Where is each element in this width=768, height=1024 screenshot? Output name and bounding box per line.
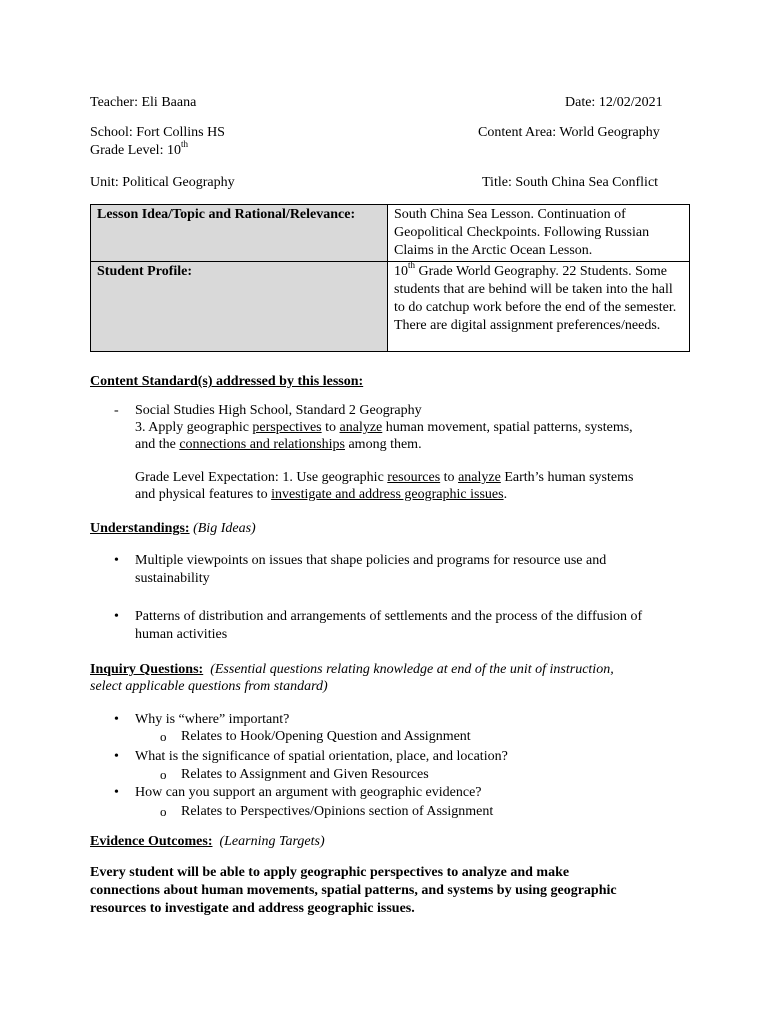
student-profile-label: Student Profile: — [91, 262, 388, 352]
content-area-line: Content Area: World Geography — [478, 125, 660, 140]
teacher-line: Teacher: Eli Baana — [90, 95, 197, 110]
grade-level-sup: th — [180, 139, 188, 150]
student-profile-value — [388, 262, 690, 352]
profile-text: Grade World Geography. 22 Students. Some students that are behind will be taken into the hall to do catchup work before the end of the semester. There are digital assignment preferences/needs. — [394, 264, 677, 333]
evidence-line-2: connections about human movements, spatial patterns, and systems by using geographic — [90, 883, 617, 898]
standard-dash: - — [114, 403, 119, 418]
inquiry-item-2: What is the significance of spatial orientation, place, and location? — [135, 749, 508, 764]
bullet-icon: • — [114, 749, 119, 764]
inquiry-heading-line — [90, 661, 614, 678]
lesson-title-line: Title: South China Sea Conflict — [482, 175, 659, 190]
underlined-term: analyze — [339, 420, 383, 435]
rationale-label: Lesson Idea/Topic and Rational/Relevance: — [91, 205, 388, 262]
standard-title: Social Studies High School, Standard 2 Geography — [135, 403, 422, 418]
lesson-info-table — [90, 204, 690, 352]
inquiry-heading: Inquiry Questions: — [90, 662, 204, 677]
grade-level-text: Grade Level: 10 — [90, 143, 181, 158]
underlined-term: investigate and address geographic issues — [271, 487, 504, 502]
inquiry-subitem-1: Relates to Hook/Opening Question and Assignment — [181, 729, 471, 744]
standard-line-3 — [135, 436, 422, 453]
sub-bullet-icon: o — [160, 767, 167, 782]
sub-bullet-icon: o — [160, 729, 167, 744]
inquiry-subitem-2: Relates to Assignment and Given Resources — [181, 767, 429, 782]
text-run: Grade Level Expectation: 1. Use geographic — [135, 470, 388, 485]
text-run: human movement, spatial patterns, systems, — [382, 420, 633, 435]
profile-grade-sup: th — [408, 260, 416, 271]
text-run: and physical features to — [135, 487, 272, 502]
table-row — [91, 205, 690, 262]
gle-line-1 — [135, 469, 633, 486]
underlined-term: analyze — [458, 470, 501, 485]
inquiry-subitem-3: Relates to Perspectives/Opinions section of Assignment — [181, 804, 494, 819]
understandings-note: (Big Ideas) — [193, 521, 256, 536]
date-line: Date: 12/02/2021 — [565, 95, 663, 110]
text-run: to — [321, 420, 340, 435]
underlined-term: connections and relationships — [179, 437, 345, 452]
inquiry-note-2: select applicable questions from standard) — [90, 679, 328, 694]
inquiry-item-3: How can you support an argument with geographic evidence? — [135, 785, 482, 800]
text-run: to — [440, 470, 459, 485]
bullet-icon: • — [114, 609, 119, 624]
evidence-note: (Learning Targets) — [219, 834, 325, 849]
evidence-line-3: resources to investigate and address geographic issues. — [90, 901, 415, 916]
text-run: among them. — [344, 437, 422, 452]
text-run: 3. Apply geographic — [135, 420, 253, 435]
evidence-heading: Evidence Outcomes: — [90, 834, 213, 849]
evidence-line-1: Every student will be able to apply geographic perspectives to analyze and make — [90, 865, 570, 880]
inquiry-note-1: (Essential questions relating knowledge at end of the unit of instruction, — [210, 662, 614, 677]
text-run: and the — [135, 437, 180, 452]
standard-line-2 — [135, 419, 633, 436]
inquiry-item-1: Why is “where” important? — [135, 712, 290, 727]
understanding-item-2: Patterns of distribution and arrangements of settlements and the process of the diffusion of human activities — [135, 609, 643, 642]
bullet-icon: • — [114, 553, 119, 568]
rationale-value: South China Sea Lesson. Continuation of Geopolitical Checkpoints. Following Russian Claims in the Arctic Ocean Lesson. — [388, 205, 690, 262]
profile-grade: 10 — [394, 264, 408, 279]
bullet-icon: • — [114, 712, 119, 727]
text-run: . — [503, 487, 508, 502]
understandings-heading-line — [90, 520, 256, 537]
underlined-term: perspectives — [252, 420, 322, 435]
gle-line-2 — [135, 486, 507, 503]
content-standards-heading: Content Standard(s) addressed by this lesson: — [90, 374, 364, 389]
sub-bullet-icon: o — [160, 804, 167, 819]
school-line: School: Fort Collins HS — [90, 125, 225, 140]
bullet-icon: • — [114, 785, 119, 800]
understanding-item-1: Multiple viewpoints on issues that shape policies and programs for resource use and sustainability — [135, 553, 607, 586]
table-row — [91, 262, 690, 352]
understandings-heading: Understandings: — [90, 521, 190, 536]
unit-line: Unit: Political Geography — [90, 175, 235, 190]
evidence-heading-line — [90, 833, 325, 850]
text-run: Earth’s human systems — [500, 470, 634, 485]
grade-level-line — [90, 139, 188, 159]
underlined-term: resources — [387, 470, 441, 485]
